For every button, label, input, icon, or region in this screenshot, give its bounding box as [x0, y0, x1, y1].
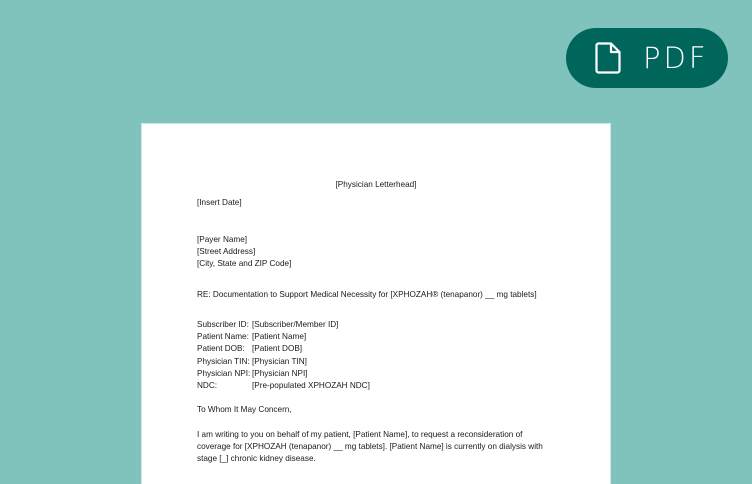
letterhead: [Physician Letterhead]: [335, 180, 417, 189]
pdf-label: PDF: [643, 40, 709, 75]
field-label: Physician NPI:: [197, 368, 251, 378]
field-label: NDC:: [197, 381, 218, 391]
letter-preview: [142, 124, 610, 484]
street-address: [Street Address]: [197, 247, 256, 257]
field-patient-dob: [197, 343, 370, 355]
field-value: [Physician NPI]: [252, 368, 308, 378]
field-label: Physician TIN:: [197, 356, 250, 366]
body-line: stage [_] chronic kidney disease.: [197, 454, 316, 464]
field-value: [Pre-populated XPHOZAH NDC]: [252, 381, 370, 391]
subject-line: RE: Documentation to Support Medical Necessity for [XPHOZAH® (tenapanor) __ mg tablets]: [197, 290, 537, 299]
salutation: To Whom It May Concern,: [197, 405, 292, 414]
city-state-zip: [City, State and ZIP Code]: [197, 259, 292, 269]
insert-date: [Insert Date]: [197, 198, 242, 207]
body-line: coverage for [XPHOZAH (tenapanor) __ mg tablets]. [Patient Name] is currently on dialysis with: [197, 442, 543, 452]
letter-body: [197, 429, 543, 466]
field-value: [Patient DOB]: [252, 344, 303, 354]
field-label: Patient DOB:: [197, 344, 245, 354]
payer-name: [Payer Name]: [197, 235, 248, 244]
field-value: [Physician TIN]: [252, 356, 307, 366]
field-label: Patient Name:: [197, 332, 249, 342]
patient-fields: [197, 319, 370, 392]
field-label: Subscriber ID:: [197, 320, 249, 329]
field-patient-name: [197, 331, 370, 343]
body-line: I am writing to you on behalf of my patient, [Patient Name], to request a reconsideration of: [197, 430, 523, 439]
field-value: [Patient Name]: [252, 332, 307, 342]
field-ndc: [197, 380, 370, 392]
document-icon: [595, 42, 621, 74]
field-physician-tin: [197, 356, 370, 368]
field-physician-npi: [197, 368, 370, 380]
payer-address: [197, 234, 291, 271]
field-subscriber-id: [197, 319, 370, 331]
pdf-download-button[interactable]: [566, 28, 728, 88]
field-value: [Subscriber/Member ID]: [252, 320, 339, 329]
